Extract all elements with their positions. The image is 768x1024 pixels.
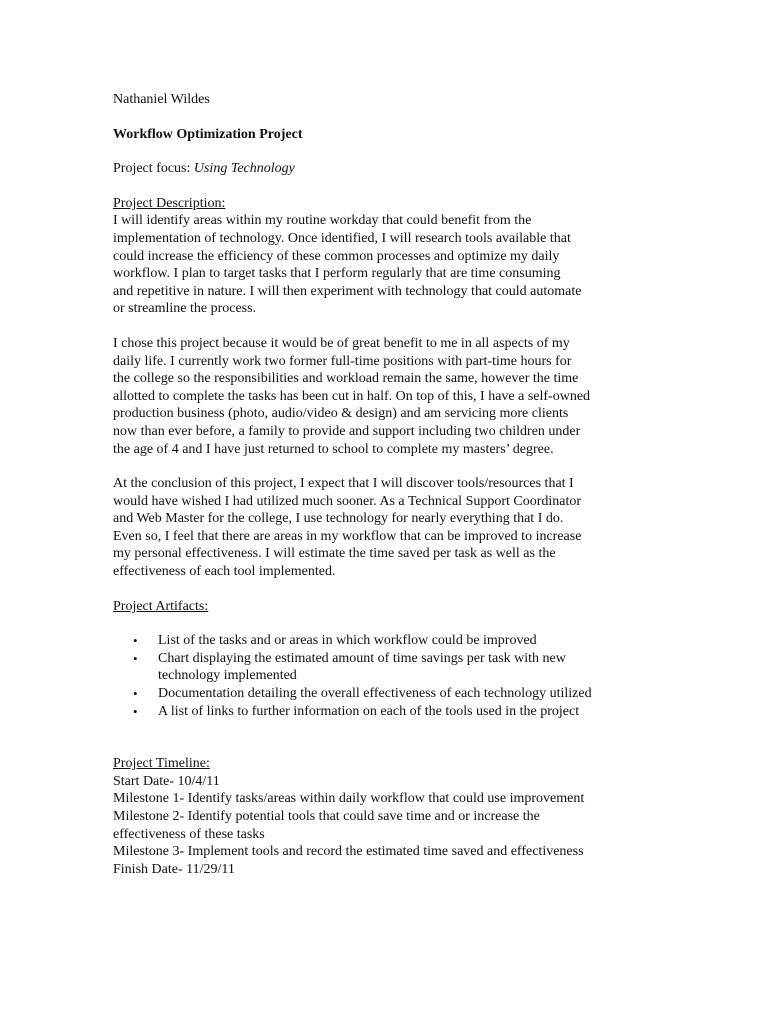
paragraph-line: At the conclusion of this project, I expect that I will discover tools/resources that I <box>113 476 574 492</box>
list-item-text: A list of links to further information on each of the tools used in the project <box>158 703 580 719</box>
timeline-milestone-1: Milestone 1- Identify tasks/areas within daily workflow that could use improvement <box>113 791 585 807</box>
focus-value: Using Technology <box>193 161 295 177</box>
paragraph-line: daily life. I currently work two former full-time positions with part-time hours for <box>113 353 572 369</box>
bullet-icon: • <box>133 686 138 702</box>
list-item-text: technology implemented <box>158 668 297 684</box>
list-item <box>113 650 658 685</box>
list-item <box>113 703 658 721</box>
paragraph-line: now than ever before, a family to provide and support including two children under <box>113 423 581 439</box>
paragraph-line: implementation of technology. Once identified, I will research tools available that <box>113 230 571 246</box>
paragraph-line: my personal effectiveness. I will estimate the time saved per task as well as the <box>113 546 556 562</box>
paragraph-line: effectiveness of each tool implemented. <box>113 564 336 580</box>
timeline-milestone-3: Milestone 3- Implement tools and record the estimated time saved and effectiveness <box>113 844 584 860</box>
paragraph-line: allotted to complete the tasks has been cut in half. On top of this, I have a self-owned <box>113 388 591 404</box>
description-paragraph-2 <box>113 335 658 458</box>
paragraph-line: and repetitive in nature. I will then experiment with technology that could automate <box>113 283 582 299</box>
paragraph-line: would have wished I had utilized much sooner. As a Technical Support Coordinator <box>113 493 582 509</box>
author-name: Nathaniel Wildes <box>113 92 210 107</box>
timeline-milestone-2: Milestone 2- Identify potential tools that could save time and or increase the <box>113 809 540 824</box>
paragraph-line: the college so the responsibilities and workload remain the same, however the time <box>113 371 579 387</box>
timeline-finish-date: Finish Date- 11/29/11 <box>113 861 235 877</box>
timeline-heading: Project Timeline: <box>113 756 210 772</box>
paragraph-line: production business (photo, audio/video & design) and am servicing more clients <box>113 406 569 422</box>
list-item-text: List of the tasks and or areas in which workflow could be improved <box>158 633 537 649</box>
focus-label: Project focus: <box>113 161 194 177</box>
artifacts-heading: Project Artifacts: <box>113 598 209 614</box>
description-paragraph-3 <box>113 475 658 581</box>
paragraph-line: the age of 4 and I have just returned to school to complete my masters’ degree. <box>113 441 554 457</box>
bullet-icon: • <box>133 633 138 649</box>
timeline-start-date: Start Date- 10/4/11 <box>113 773 220 789</box>
paragraph-line: Even so, I feel that there are areas in my workflow that can be improved to increase <box>113 528 582 544</box>
list-item <box>113 685 658 703</box>
description-paragraph-1 <box>113 212 658 318</box>
paragraph-line: workflow. I plan to target tasks that I perform regularly that are time consuming <box>113 266 561 282</box>
document-page <box>113 91 658 878</box>
timeline-milestone-2-continued: effectiveness of these tasks <box>113 826 265 842</box>
list-item-text: Chart displaying the estimated amount of time savings per task with new <box>158 650 566 666</box>
list-item <box>113 632 658 650</box>
paragraph-line: and Web Master for the college, I use technology for nearly everything that I do. <box>113 511 564 527</box>
paragraph-line: or streamline the process. <box>113 301 257 317</box>
bullet-icon: • <box>133 703 138 719</box>
project-title: Workflow Optimization Project <box>113 126 303 142</box>
timeline-block <box>113 773 658 879</box>
artifacts-list <box>113 632 658 720</box>
paragraph-line: I will identify areas within my routine workday that could benefit from the <box>113 213 532 229</box>
project-focus <box>113 160 658 178</box>
list-item-text: Documentation detailing the overall effectiveness of each technology utilized <box>158 686 592 702</box>
paragraph-line: could increase the efficiency of these common processes and optimize my daily <box>113 248 560 264</box>
paragraph-line: I chose this project because it would be of great benefit to me in all aspects of my <box>113 335 570 351</box>
description-heading: Project Description: <box>113 195 226 211</box>
bullet-icon: • <box>133 650 138 666</box>
